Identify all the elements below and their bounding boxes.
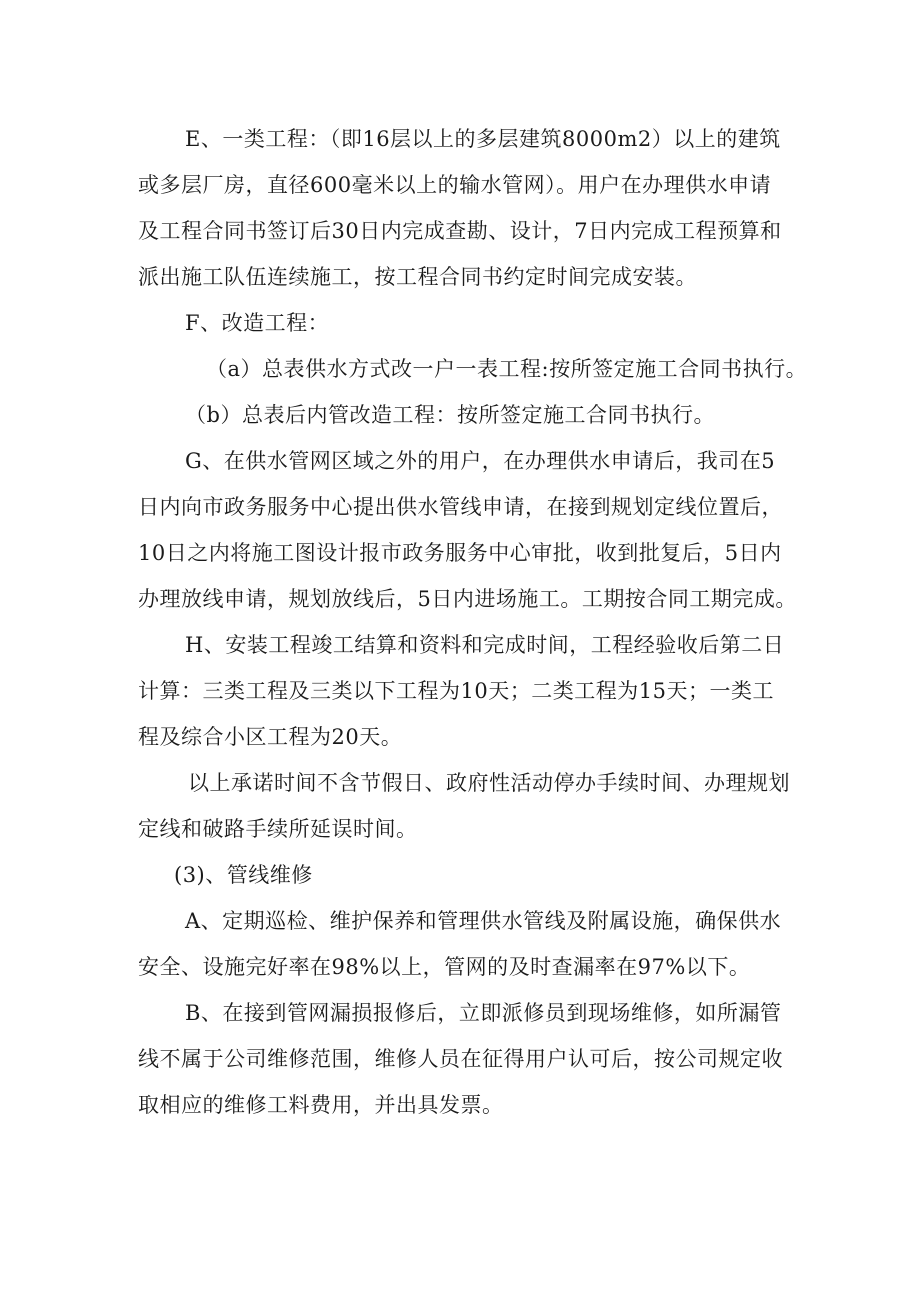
paragraph-h-line-2: 计算：三类工程及三类以下工程为10天；二类工程为15天；一类工	[138, 679, 774, 703]
paragraph-g-line-4: 办理放线申请，规划放线后，5日内进场施工。工期按合同工期完成。	[138, 587, 797, 611]
paragraph-note-line-2: 定线和破路手续所延误时间。	[138, 817, 418, 841]
paragraph-g-line-3: 10日之内将施工图设计报市政务服务中心审批，收到批复后，5日内	[138, 541, 782, 565]
paragraph-h-line-3: 程及综合小区工程为20天。	[138, 725, 403, 749]
paragraph-e-line-2: 或多层厂房，直径600毫米以上的输水管网）。用户在办理供水申请	[138, 173, 772, 197]
paragraph-note-line-1: 以上承诺时间不含节假日、政府性活动停办手续时间、办理规划	[188, 771, 790, 795]
paragraph-g-line-2: 日内向市政务服务中心提出供水管线申请，在接到规划定线位置后，	[138, 495, 783, 519]
paragraph-a-line-1: A、定期巡检、维护保养和管理供水管线及附属设施，确保供水	[185, 909, 782, 933]
paragraph-f-heading: F、改造工程：	[185, 311, 330, 335]
paragraph-g-line-1: G、在供水管网区域之外的用户，在办理供水申请后，我司在5	[185, 449, 776, 473]
paragraph-b-line-1: B、在接到管网漏损报修后，立即派修员到现场维修，如所漏管	[185, 1001, 782, 1025]
paragraph-e-line-4: 派出施工队伍连续施工，按工程合同书约定时间完成安装。	[138, 265, 697, 289]
paragraph-e-line-3: 及工程合同书签订后30日内完成查勘、设计，7日内完成工程预算和	[138, 219, 782, 243]
paragraph-f-item-b: （b）总表后内管改造工程：按所签定施工合同书执行。	[185, 403, 715, 427]
document-body	[138, 116, 854, 1128]
paragraph-b-line-3: 取相应的维修工料费用，并出具发票。	[138, 1093, 504, 1117]
paragraph-h-line-1: H、安装工程竣工结算和资料和完成时间，工程经验收后第二日	[185, 633, 785, 657]
paragraph-b-line-2: 线不属于公司维修范围，维修人员在征得用户认可后，按公司规定收	[138, 1047, 783, 1071]
paragraph-a-line-2: 安全、设施完好率在98%以上，管网的及时查漏率在97%以下。	[138, 955, 751, 979]
section-3-heading: (3)、管线维修	[174, 863, 313, 887]
paragraph-f-item-a: （a）总表供水方式改一户一表工程:按所签定施工合同书执行。	[206, 357, 808, 381]
paragraph-e-line-1: E、一类工程：（即16层以上的多层建筑8000m2）以上的建筑	[185, 127, 781, 151]
